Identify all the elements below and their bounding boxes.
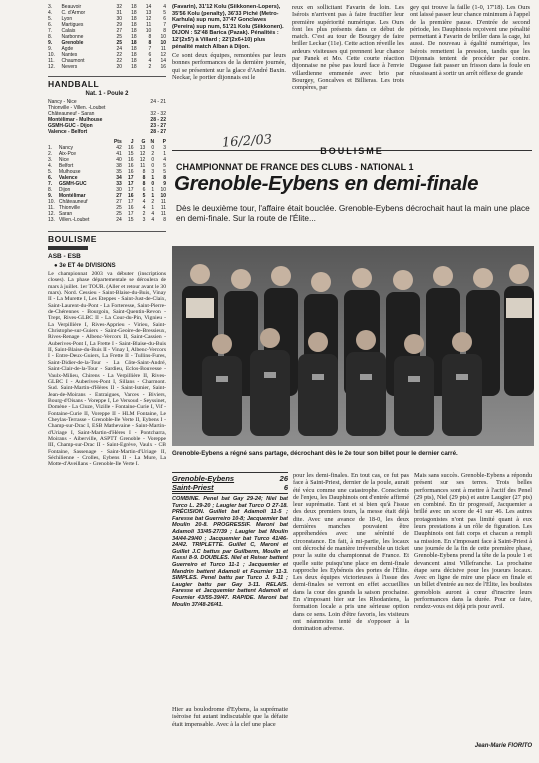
boulisme-left-subtitle: ASB - ESB: [48, 253, 81, 260]
table-cell: 18: [131, 40, 137, 46]
table-cell: 10: [160, 193, 166, 199]
table-cell: 0: [151, 157, 155, 163]
table-cell: GSMH-GUC: [58, 181, 87, 187]
table-cell: 28 - 22: [150, 117, 166, 123]
result-row: [48, 129, 166, 135]
table-cell: 17: [127, 187, 134, 193]
article-col3-text: Mais sans succès. Grenoble-Eybens a répondu présent sur ses terres. Trois belles performances sont à mettre à l'actif des Penel (29 pts), Niel (29 pts) et autre Laugier (27 pts) en combiné. En tir progressif, Jacquemier a brillé avec un score de 41 sur 46. Les autres protagonistes n'ont pas limité quant à eux leurs prestations à un rôle de figuration. Les Dauphinois ont fait corps et chacun a rempli sa mission. En s'imposant face à Saint-Priest à une journée de la fin de cette première phase, Grenoble-Eybens prend la tête de la poule 1 et devancent ainsi Villefranche. La prochaine étape sera décisive pour les joueurs locaux. Avec en ligne de mire une place en finale et un billet d'entrée au nez de l'Élite, les boulistes grenoblois auront à cœur d'inscrire leurs performances dans la durée. Pour ce faire, rendez-vous est déjà pris pour avril.: [414, 472, 532, 611]
table-cell: 3: [163, 145, 166, 151]
table-cell: 24 - 21: [150, 99, 166, 105]
table-cell: 22: [116, 52, 123, 58]
table-cell: 2: [151, 151, 155, 157]
table-cell: 31: [116, 10, 123, 16]
table-cell: 18: [131, 16, 137, 22]
table-cell: 16: [127, 169, 134, 175]
table-cell: Villen.-Loubet: [58, 217, 90, 223]
table-cell: 7: [163, 22, 166, 28]
table-cell: 0: [151, 163, 155, 169]
table-cell: 17: [127, 211, 134, 217]
table-cell: 14: [160, 58, 166, 64]
table-cell: 6.: [48, 22, 53, 28]
table-cell: 18: [131, 10, 137, 16]
table-cell: Nancy - Nice: [48, 99, 77, 105]
table-cell: 8: [148, 34, 152, 40]
table-cell: 18: [131, 4, 137, 10]
handball-header: [48, 76, 166, 97]
header-cell: J: [130, 139, 134, 145]
team-photo-figures: [172, 246, 534, 446]
table-cell: Montélimar: [58, 193, 86, 199]
match-details: COMBINÉ. Penel bat Gay 29-24; Niel bat Turco L. 29-20 ; Laugier bat Turco O 27-18. PRÉCISION. Guillet bat Adamoli 11-5 ; Faresse bat Guerreiro 10-8; Jacquemier bat Moulin 20-8. PROGRESSIF. Maroni bat Adamoli 33/45-27/39 ; Laugier bat Moulin 34/44-29/40 ; Jacquemier bat Turco 41/46-24/42. TRIPLETTE. Guillet C, Maroni et Guillet J.C battus par Guilberm, Moulin et Kassi 8-9. DOUBLES. Niel et Reiser battent Guerreiro et Turco 11-1 ; Jacquemier et Mandrin battent Adamoli et Fournier 11-3. SIMPLES. Penel battu par Turco J. 9-11 ; Laugier battu par Gay 3-11. RELAIS. Faresse et Jacquemier battent Adamoli et Fournier 43/55-39/47. RAPIDE. Maroni bat Moulin 37/48-26/41.: [172, 496, 288, 608]
boulisme-left-header: [48, 231, 166, 269]
table-cell: 4.: [48, 163, 53, 169]
table-cell: 8: [163, 217, 166, 223]
table-cell: 1: [151, 205, 155, 211]
table-cell: 2: [151, 199, 155, 205]
table-cell: 16: [127, 193, 134, 199]
home-team: Grenoble-Eybens: [172, 474, 235, 483]
table-cell: 4.: [48, 10, 53, 16]
table-cell: 18: [131, 46, 137, 52]
table-cell: 32: [116, 4, 123, 10]
table-cell: 1: [151, 193, 155, 199]
top-strip-col3: gey qui trouve la faille (1-0, 17'18). Les Ours ont laissé passer leur chance minimum à l'appel de la première pause. D'entrée de second période, les Dauphinois reçoivent une pénalité permettant à Favarin de briller dans la cage, lui aussi. De nouveau à égalité numérique, les Isérois remettent la pression, tandis que les Dijonnais tentent de procéder par contre. Dugasse fait passer un frisson dans la foule en réussissant à sortir un arrêt réflexe de grande: [410, 4, 530, 77]
table-cell: 1.: [48, 145, 53, 151]
table-cell: 35: [116, 169, 122, 175]
table-cell: 3.: [48, 157, 53, 163]
table-cell: 12.: [48, 211, 55, 217]
table-cell: 9.: [48, 40, 53, 46]
table-cell: 40: [116, 157, 122, 163]
table-cell: 33: [116, 181, 122, 187]
table-cell: Grenoble: [61, 40, 84, 46]
table-cell: Beauvoir: [61, 4, 82, 10]
table-cell: 8.: [48, 34, 53, 40]
table-cell: 9: [163, 181, 166, 187]
table-cell: 4: [142, 199, 146, 205]
table-cell: 30: [116, 187, 122, 193]
hockey-text-a: Ce sont deux équipes, remontées par leurs bonnes performances de la dernière journée, qui se présentent sur la glace d'André Baxin. Neckar, le portier dijonnais est le: [172, 52, 286, 82]
table-cell: 11: [160, 211, 166, 217]
article-section: BOULISME: [320, 146, 384, 156]
table-cell: 25: [116, 205, 122, 211]
photo-caption: Grenoble-Eybens a régné sans partage, décrochant dès le 2e tour son billet pour le dernier carré.: [172, 450, 458, 457]
home-score: 26: [279, 474, 288, 483]
table-cell: 7: [148, 46, 152, 52]
article-author: Jean-Marie FIORITO: [474, 743, 532, 749]
table-cell: 8: [142, 181, 146, 187]
table-cell: Calais: [61, 28, 76, 34]
table-cell: 29: [116, 22, 123, 28]
table-cell: 2: [142, 211, 146, 217]
table-cell: 7.: [48, 28, 53, 34]
table-cell: 11: [160, 199, 166, 205]
boulisme-left-text: Le championnat 2003 va débuter (inscriptions closes). La phase départementale se déroulera de mars à juillet. 1er TOUR. (Aller et retour avant le 30 mars). Nord. Cessieu - Saint-Blaise-du-Buis, Vinay II - La Murette I, Les Eteppes - Saint-Just-de-Claix, Saint-Laurent-du-Pont - La Forteresse, Saint-Pierre-de-Chérennes - Bourgoin, Saint-Quentin-Revon - Trept, Rives-GLBC II - La Cour-du-Pin, Vignieu - La Verpillière I, Rives-Apprieu - Virieu, Saint-Christophe-sur-Guiers - Saint-Geoire-de-Bressieux, Rives-Renage - Albenc-Vercors II, Saint-Cassien - Auberives-Pont I, La Frette I - Saint-Blaise-du-Buis II, Saint-Blaise-du-Buis II - Vinay I, Albenc-Vercors I - Entre-Deux-Guiers, La Frette II - Tullins-Fures, Saint-Didier-de-la-Tour - La Côte-Saint-André, Saint-Clair-de-la-Tour - Sardieu, Eclos-Bouvesse - Vaulx-Milieu, Chirens - La Verpillière II, Rives-GLBC I - Auberives-Pont I, Sillans - Charmont. Sud. Saint-Martin-d'Hères II - Saint-Ismier, Saint-Jean-de-Moirans - Entraigues, Varces - Biviers, Bourg-d'Oisans - Voreppe I, Le Versoud - Seyssinet, Domène - La Cluze, Vizille - Fontaine-Curie I, Vif - Fontaine-Curie II, Voreppe II - HLM Fontaine, Le Cheylas-Terrasse - Grenoble-Ile Verte II, Eybens I - Champ-sur-Drac I, ESB Mathevaine - Saint-Martin-d'Uriage I, Saint-Martin-d'Hères I - Pontcharra, Moirans - Aiberville, ASPTT Grenoble - Voreppe III, Champ-sur-Drac II - Saint-Egrève, Vaulx - CB Fontaine, Sassenage - Saint-Martin-d'Uriage II, Séchilienne - Crolles, Eybens II - La Mure, La Motte-d'Aveillans - Grenoble-Ile Verte I.: [48, 271, 166, 468]
table-cell: 5.: [48, 169, 53, 175]
table-cell: 4: [151, 217, 155, 223]
table-cell: 2.: [48, 151, 53, 157]
table-cell: 27: [116, 199, 122, 205]
table-cell: 12.: [48, 64, 55, 70]
table-cell: 3: [142, 217, 146, 223]
table-cell: 28 - 27: [150, 129, 166, 135]
table-cell: 38: [116, 163, 122, 169]
left-column: [48, 4, 166, 606]
article-body-intro: Hier au boulodrome d'Eybens, la suprématie isèroise fut autant indiscutable que la défaite était impensable. Avec à la clef une place: [172, 706, 288, 728]
boulisme-left-title: BOULISME: [48, 234, 97, 244]
table-cell: 11: [160, 205, 166, 211]
team-photo: [172, 246, 534, 446]
table-cell: 4: [163, 4, 166, 10]
away-team: Saint-Priest: [172, 483, 214, 492]
article-lead: Dès le deuxième tour, l'affaire était bouclée. Grenoble-Eybens décrochait haut la main une place en demi-finale. Sur la route de l'Élite...: [176, 203, 530, 223]
table-cell: 15: [127, 217, 134, 223]
table-cell: 30: [116, 16, 123, 22]
table-cell: 16: [127, 157, 134, 163]
table-cell: Montélimar - Mulhouse: [48, 117, 103, 123]
table-cell: 10: [160, 40, 166, 46]
table-cell: Nantes: [61, 52, 78, 58]
table-cell: 0: [151, 181, 155, 187]
article-col1: [172, 472, 288, 728]
table-cell: 15: [127, 151, 134, 157]
table-cell: 27: [116, 28, 123, 34]
table-cell: 12: [145, 16, 152, 22]
table-cell: 11.: [48, 58, 55, 64]
table-cell: 13: [145, 10, 152, 16]
table-cell: 1: [151, 187, 155, 193]
table-cell: 4: [151, 211, 155, 217]
table-cell: 10: [160, 34, 166, 40]
table-cell: GSMH-GUC - Dijon: [48, 123, 93, 129]
table-cell: 5: [142, 193, 146, 199]
table-cell: 11.: [48, 205, 55, 211]
table-cell: 18: [131, 64, 137, 70]
table-cell: 17: [127, 199, 134, 205]
handwritten-date: 16/2/03: [221, 132, 273, 151]
table-cell: 8: [163, 28, 166, 34]
away-score: 6: [283, 483, 288, 492]
table-cell: 5.: [48, 16, 53, 22]
table-cell: 10.: [48, 52, 55, 58]
top-standings-table: [48, 4, 166, 70]
table-cell: Nevers: [61, 64, 78, 70]
table-cell: 22: [116, 58, 123, 64]
table-cell: 8: [142, 169, 146, 175]
table-cell: 6.: [48, 175, 53, 181]
table-cell: 12: [160, 52, 166, 58]
table-cell: 20: [116, 64, 123, 70]
table-cell: 18: [131, 52, 137, 58]
table-cell: 18: [131, 22, 137, 28]
table-cell: 4: [163, 157, 166, 163]
table-cell: Chaumont: [61, 58, 85, 64]
table-cell: 18: [131, 58, 137, 64]
table-cell: 27: [116, 193, 122, 199]
table-cell: Nancy: [58, 145, 74, 151]
table-cell: Narbonne: [61, 34, 84, 40]
table-cell: 16: [160, 64, 166, 70]
table-cell: Valence: [58, 175, 78, 181]
table-cell: 7.: [48, 181, 53, 187]
table-cell: 18: [131, 28, 137, 34]
table-cell: 11: [160, 46, 166, 52]
table-cell: 10.: [48, 199, 55, 205]
table-cell: 8: [163, 175, 166, 181]
score-box: [172, 472, 288, 494]
table-cell: 24: [116, 217, 122, 223]
table-cell: 32 - 32: [150, 111, 166, 117]
table-cell: 42: [116, 145, 122, 151]
table-cell: 9.: [48, 46, 53, 52]
article-col2: pour les demi-finales. En tout cas, ce fut pas face à Saint-Priest, dernier de la poule, aurait été vécu comme une catastrophe. Conscients de l'enjeu, les Dauphinois ont d'entrée affirmé leur suprématie. Tant et si bien qu'à l'issue des deux premiers tours, la messe était déjà dite. Avec une avance de 18-0, les deux dernières manches pouvaient être appréhendées avec une sérénité de circonstance. En fait, à mi-partie, les locaux ont décroché de manière irréversible un ticket pour la suite du championnat de France. Et quelle suite puisqu'une place en demi-finale rapproche les Eybénois des portes de l'Élite. Les deux équipes victorieuses à l'issue des demi-finales se verront en effet accueillies dans la cour des grands la saison prochaine. En s'imposant hier sur les Rhodaniens, la formation locale a pris une sérieuse option dans ce sens. Loin d'être favoris, les visiteurs ont néanmoins tenté de s'opposer à la domination adverse.: [293, 472, 409, 633]
table-row: [48, 64, 166, 70]
table-cell: 16: [127, 205, 134, 211]
handball-standings: [48, 139, 166, 223]
table-cell: 25: [116, 40, 123, 46]
table-cell: 17: [127, 181, 134, 187]
table-cell: 6: [148, 52, 152, 58]
table-cell: 17: [127, 175, 134, 181]
handball-title: HANDBALL: [48, 79, 100, 89]
table-cell: Aix-Pce: [58, 151, 77, 157]
decorative-bar: [48, 246, 88, 250]
table-cell: 24: [116, 46, 123, 52]
table-cell: Agde: [61, 46, 74, 52]
table-cell: 1: [151, 175, 155, 181]
article-col3: [414, 472, 532, 749]
table-cell: 23 - 27: [150, 123, 166, 129]
table-cell: 3: [151, 169, 155, 175]
table-cell: 25: [116, 211, 122, 217]
table-cell: Valence - Belfort: [48, 129, 88, 135]
table-cell: 10: [160, 187, 166, 193]
article-headline: Grenoble-Eybens en demi-finale: [174, 172, 479, 195]
top-strip-col2: reux en sollicitant Favarin de loin. Les Isérois n'arrivent pas à faire fructifier leur première supériorité numérique. Les Ours font les plus présents dans ce début de match. C'est au tour de Bourgey de faire briller Leckar (11e). Cette action réveille les ardeurs visiteuses qui prennent leur chance par Panek et Mo. Cette courte réaction dijonnaise ne pèse pas lourd face à l'envie villardienne emmenée avec brio par Bourgey, Goncalves et Billieras. Les trois compères, par: [292, 4, 404, 92]
table-cell: 0: [151, 145, 155, 151]
header-cell: P: [162, 139, 166, 145]
table-cell: 5: [163, 10, 166, 16]
table-cell: 4: [148, 58, 152, 64]
table-cell: 8: [148, 40, 152, 46]
table-cell: Lyon: [61, 16, 73, 22]
table-cell: 1: [163, 151, 166, 157]
table-cell: Saran: [58, 211, 73, 217]
table-cell: 18: [131, 34, 137, 40]
table-cell: 6: [163, 16, 166, 22]
table-cell: Dijon: [58, 187, 71, 193]
table-cell: 12: [139, 157, 146, 163]
table-cell: 41: [116, 151, 122, 157]
table-cell: Martigues: [61, 22, 84, 28]
table-cell: 13: [139, 145, 146, 151]
table-cell: 16: [127, 163, 134, 169]
table-cell: Thionville: [58, 205, 80, 211]
header-cell: G: [141, 139, 146, 145]
table-cell: C. d'Armor: [61, 10, 86, 16]
table-cell: 9.: [48, 193, 53, 199]
table-cell: 12: [139, 151, 146, 157]
table-cell: 4: [142, 205, 146, 211]
table-cell: 14: [145, 4, 152, 10]
header-cell: Pts: [113, 139, 122, 145]
table-cell: 5: [163, 169, 166, 175]
table-cell: Belfort: [58, 163, 74, 169]
table-cell: 10: [145, 28, 152, 34]
table-cell: 8.: [48, 187, 53, 193]
table-cell: 11: [146, 22, 152, 28]
table-cell: 11: [140, 163, 146, 169]
table-cell: Nice: [58, 157, 69, 163]
hockey-summary: (Favarin), 31'12 Kolu (Siikkonen-Lopers), 35'56 Kolu (penalty), 36'33 Piché (Metro-Karhula) sup num, 37'47 Gonclaves (Pereira) sup num, 51'21 Kolu (Siikkonen). DIJON : 52'48 Barica (Pazak). Pénalités : 12'(2x5') à Villard ; 22'(2x6+10) plus pénalité match Alban à Dijon.: [172, 4, 284, 50]
table-cell: 13.: [48, 217, 55, 223]
score-line-away: [172, 483, 288, 492]
table-cell: Thionville - Villen. -Loubet: [48, 105, 106, 111]
table-cell: 34: [116, 175, 122, 181]
table-cell: 5: [163, 163, 166, 169]
table-cell: 3.: [48, 4, 53, 10]
table-cell: Châteauneuf - Saran: [48, 111, 95, 117]
article-kicker: CHAMPIONNAT DE FRANCE DES CLUBS - NATIONAL 1: [176, 162, 414, 172]
table-cell: Mulhouse: [58, 169, 81, 175]
header-cell: N: [150, 139, 155, 145]
handball-results: [48, 99, 166, 135]
table-cell: 2: [148, 64, 152, 70]
table-cell: 8: [142, 175, 146, 181]
table-cell: Châteauneuf: [58, 199, 88, 205]
boulisme-left-bullet: ● 3e ET 4e DIVISIONS: [54, 263, 116, 269]
score-line-home: [172, 474, 288, 483]
table-cell: 25: [116, 34, 123, 40]
table-cell: 16: [127, 145, 134, 151]
handball-subtitle: Nat. 1 - Poule 2: [85, 91, 129, 97]
standings-row: [48, 217, 166, 223]
table-cell: 6: [142, 187, 146, 193]
